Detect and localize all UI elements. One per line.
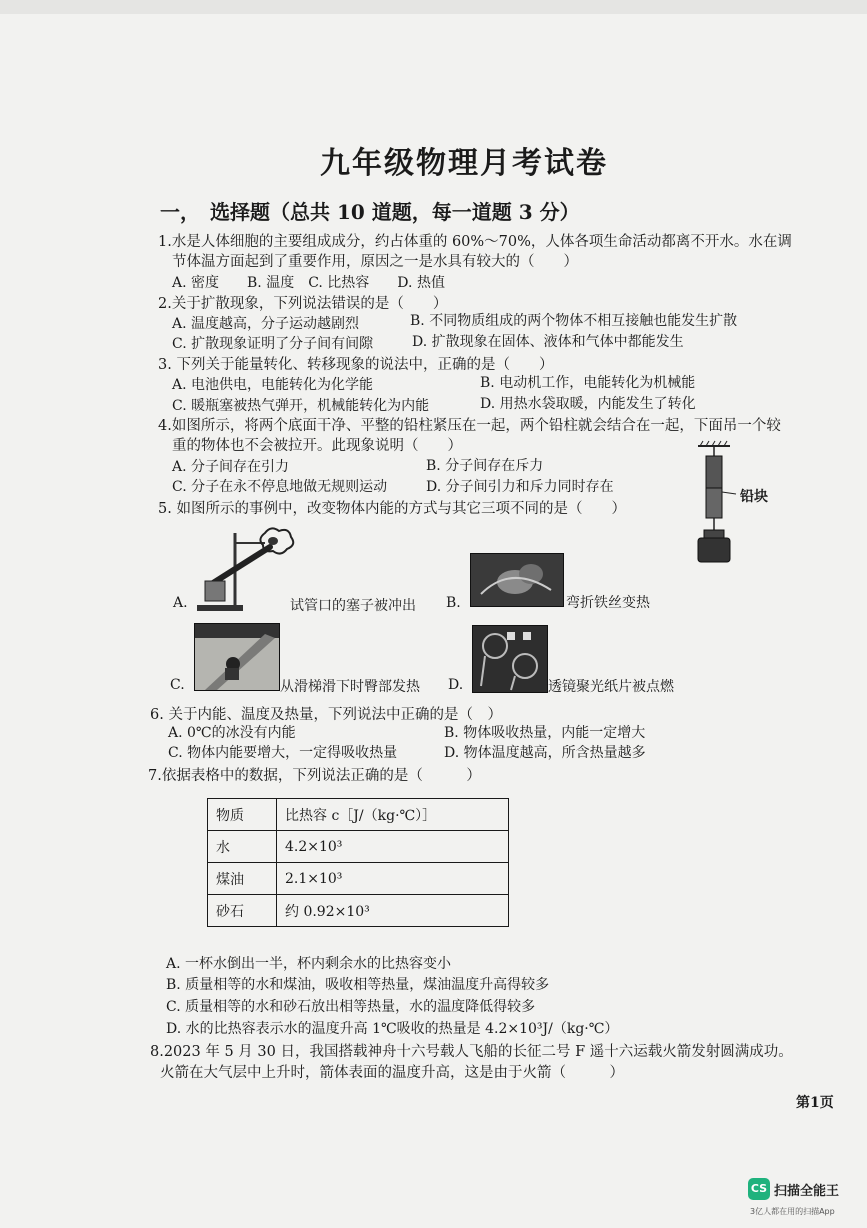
question-8-line-1: 8.2023 年 5 月 30 日，我国搭载神舟十六号载人飞船的长征二号 F 遥十六运载火箭发射圆满成功。	[150, 1044, 793, 1060]
question-4-option-c: C. 分子在永不停息地做无规则运动	[172, 479, 388, 495]
watermark-brand: 扫描全能王	[774, 1184, 840, 1199]
page-title: 九年级物理月考试卷	[320, 146, 608, 181]
question-5-stem: 5. 如图所示的事例中，改变物体内能的方式与其它三项不同的是（ ）	[158, 501, 626, 517]
question-4-line-1: 4.如图所示，将两个底面干净、平整的铅柱紧压在一起，两个铅柱就会结合在一起，下面吊一个较	[158, 418, 781, 434]
question-3-option-a: A. 电池供电，电能转化为化学能	[172, 377, 374, 393]
question-7-option-d: D. 水的比热容表示水的温度升高 1℃吸收的热量是 4.2×10³J/（kg·℃）	[166, 1021, 619, 1037]
table-row	[208, 831, 509, 863]
table-cell: 4.2×10³	[277, 831, 509, 863]
question-5-option-c-letter: C.	[170, 677, 185, 693]
question-6-option-d: D. 物体温度越高，所含热量越多	[444, 745, 646, 761]
question-5-option-c-caption: 从滑梯滑下时臀部发热	[280, 679, 420, 695]
question-3-option-c: C. 暖瓶塞被热气弹开，机械能转化为内能	[172, 398, 430, 414]
table-cell: 砂石	[208, 895, 277, 927]
table-cell: 约 0.92×10³	[277, 895, 509, 927]
question-5-option-b-letter: B.	[446, 595, 461, 611]
question-5-option-b-caption: 弯折铁丝变热	[566, 595, 650, 611]
question-3-option-d: D. 用热水袋取暖，内能发生了转化	[480, 396, 696, 412]
specific-heat-table	[207, 798, 509, 927]
lens-photo	[472, 625, 548, 693]
question-8-line-2: 火箭在大气层中上升时，箭体表面的温度升高，这是由于火箭（ ）	[160, 1065, 624, 1081]
question-4-option-d: D. 分子间引力和斥力同时存在	[426, 479, 614, 495]
question-2-option-a: A. 温度越高，分子运动越剧烈	[172, 316, 360, 332]
question-6-option-b: B. 物体吸收热量，内能一定增大	[444, 725, 646, 741]
question-5-option-a-letter: A.	[173, 595, 188, 611]
scanner-watermark	[748, 1178, 858, 1222]
section-heading: 一， 选择题（总共 10 道题，每一道题 3 分）	[160, 200, 580, 224]
watermark-tagline: 3亿人都在用的扫描App	[750, 1207, 835, 1216]
question-3-stem: 3. 下列关于能量转化、转移现象的说法中，正确的是（ ）	[158, 357, 554, 373]
question-1-options: A. 密度 B. 温度 C. 比热容 D. 热值	[172, 275, 445, 291]
question-2-option-c: C. 扩散现象证明了分子间有间隙	[172, 336, 374, 352]
question-5-option-d-letter: D.	[448, 677, 464, 693]
question-7-option-c: C. 质量相等的水和砂石放出相等热量，水的温度降低得较多	[166, 999, 536, 1015]
question-4-line-2: 重的物体也不会被拉开。此现象说明（ ）	[172, 438, 462, 454]
table-header-row	[208, 799, 509, 831]
question-4-option-b: B. 分子间存在斥力	[426, 458, 544, 474]
camscanner-logo-icon: CS	[748, 1178, 770, 1200]
question-3-option-b: B. 电动机工作，电能转化为机械能	[480, 375, 696, 391]
question-5-option-d-caption: 透镜聚光纸片被点燃	[548, 679, 674, 695]
table-header-cell: 比热容 c［J/（kg·℃）］	[277, 799, 509, 831]
question-2-stem: 2.关于扩散现象，下列说法错误的是（ ）	[158, 296, 448, 312]
page-number: 第1页	[796, 1095, 834, 1111]
table-cell: 2.1×10³	[277, 863, 509, 895]
question-6-stem: 6. 关于内能、温度及热量，下列说法中正确的是（ ）	[150, 707, 502, 723]
table-row	[208, 863, 509, 895]
table-row	[208, 895, 509, 927]
question-6-option-a: A. 0℃的冰没有内能	[168, 725, 296, 741]
scan-edge-top	[0, 0, 867, 14]
table-cell: 煤油	[208, 863, 277, 895]
question-4-option-a: A. 分子间存在引力	[172, 459, 290, 475]
question-7-stem: 7.依据表格中的数据，下列说法正确的是（ ）	[148, 768, 481, 784]
question-6-option-c: C. 物体内能要增大，一定得吸收热量	[168, 745, 398, 761]
test-tube-apparatus-figure	[195, 523, 295, 615]
slide-photo	[194, 623, 280, 691]
question-2-option-b: B. 不同物质组成的两个物体不相互接触也能发生扩散	[410, 313, 738, 329]
table-header-cell: 物质	[208, 799, 277, 831]
question-1-line-2: 节体温方面起到了重要作用，原因之一是水具有较大的（ ）	[172, 254, 578, 270]
question-2-option-d: D. 扩散现象在固体、液体和气体中都能发生	[412, 334, 684, 350]
table-cell: 水	[208, 831, 277, 863]
question-1-line-1: 1.水是人体细胞的主要组成成分，约占体重的 60%～70%，人体各项生命活动都离不开水。水在调	[158, 234, 792, 250]
question-7-option-b: B. 质量相等的水和煤油，吸收相等热量，煤油温度升高得较多	[166, 977, 550, 993]
question-7-option-a: A. 一杯水倒出一半，杯内剩余水的比热容变小	[166, 956, 452, 972]
question-5-option-a-caption: 试管口的塞子被冲出	[290, 598, 416, 614]
bending-wire-photo	[470, 553, 564, 607]
lead-block-label: 铅块	[740, 489, 768, 505]
